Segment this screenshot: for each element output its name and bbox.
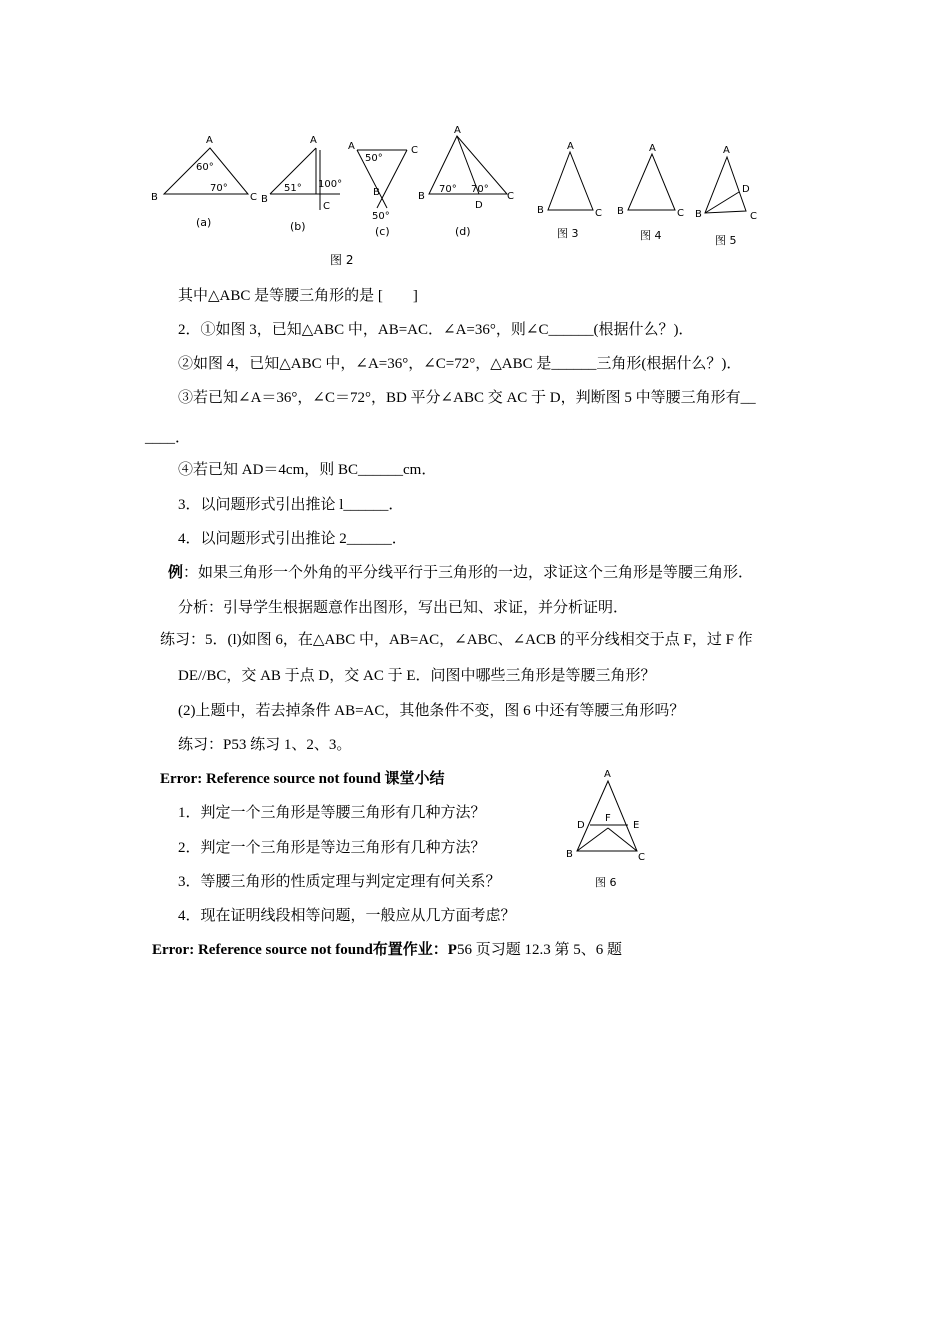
exercise-5-line-1: 练习：5．(l)如图 6，在△ABC 中，AB=AC，∠ABC、∠ACB 的平分线相交于点 F，过 F 作 xyxy=(160,632,753,648)
homework-heading: Error: Reference source not found布置作业：P xyxy=(152,942,457,958)
fig-a-label-b: B xyxy=(151,192,158,203)
fig6-label-f: F xyxy=(605,813,611,824)
fig-d-label-c: C xyxy=(507,191,514,202)
summary-item-2: 2．判定一个三角形是等边三角形有几种方法？ xyxy=(178,840,486,856)
fig-b-label-a: A xyxy=(310,135,317,146)
exercise-p53: 练习：P53 练习 1、2、3。 xyxy=(178,737,352,753)
fig5-label-d: D xyxy=(742,184,750,195)
figure-5-caption: 图 5 xyxy=(715,234,737,247)
homework-assignment: 56 页习题 12.3 第 5、6 题 xyxy=(456,942,622,958)
fig5-label-b: B xyxy=(695,209,702,220)
figure-2-caption: 图 2 xyxy=(330,253,354,267)
figure-3-caption: 图 3 xyxy=(557,227,579,240)
question-2-part-3: ③若已知∠A＝36°，∠C＝72°，BD 平分∠ABC 交 AC 于 D，判断图 5 中等腰三角形有__ xyxy=(178,390,756,406)
fig-d-angle-right: 70° xyxy=(471,184,489,195)
fig6-label-a: A xyxy=(604,769,611,780)
fig6-label-c: C xyxy=(638,852,645,863)
figure-c xyxy=(345,135,420,240)
question-2-part-1: 2．①如图 3，已知△ABC 中，AB=AC．∠A=36°，则∠C______(根据什么？)． xyxy=(178,322,694,338)
figure-c-caption: (c) xyxy=(375,225,390,238)
homework-line xyxy=(152,940,622,960)
question-isosceles-choice: 其中△ABC 是等腰三角形的是 [ ] xyxy=(178,288,418,304)
figure-d-caption: (d) xyxy=(455,225,471,238)
summary-item-3: 3．等腰三角形的性质定理与判定定理有何关系？ xyxy=(178,874,501,890)
question-2-part-3-continuation: ____． xyxy=(145,430,191,446)
fig6-label-e: E xyxy=(633,820,640,831)
fig-b-label-c: C xyxy=(323,201,330,212)
summary-item-4: 4．现在证明线段相等问题，一般应从几方面考虑？ xyxy=(178,908,516,924)
figure-d xyxy=(415,122,520,237)
fig-a-label-c: C xyxy=(250,192,257,203)
fig-c-label-b: B xyxy=(373,187,380,198)
fig5-label-a: A xyxy=(723,145,730,156)
figure-6 xyxy=(562,765,657,895)
fig-c-angle-top: 50° xyxy=(365,153,383,164)
fig-c-label-a: A xyxy=(348,141,355,152)
figure-4 xyxy=(615,142,690,242)
figure-b xyxy=(260,130,350,235)
fig-d-label-d: D xyxy=(475,200,483,211)
fig4-label-a: A xyxy=(649,143,656,154)
fig-d-angle-left: 70° xyxy=(439,184,457,195)
fig-b-angle-right: 100° xyxy=(318,179,343,190)
figure-6-caption: 图 6 xyxy=(595,876,617,889)
exercise-5-line-2: DE//BC，交 AB 于点 D，交 AC 于 E．问图中哪些三角形是等腰三角形？ xyxy=(178,668,656,684)
figure-3 xyxy=(535,140,610,240)
fig-a-angle-right: 70° xyxy=(210,183,228,194)
summary-heading: Error: Reference source not found 课堂小结 xyxy=(160,771,445,787)
fig-b-label-b: B xyxy=(261,194,268,205)
fig-b-angle-left: 51° xyxy=(284,183,302,194)
figure-5 xyxy=(695,142,770,247)
question-4: 4．以问题形式引出推论 2______． xyxy=(178,531,407,547)
fig-c-angle-bottom: 50° xyxy=(372,211,390,222)
fig3-label-c: C xyxy=(595,208,602,219)
fig5-label-c: C xyxy=(750,211,757,222)
figure-d-drawing xyxy=(415,122,520,237)
fig-c-label-c: C xyxy=(411,145,418,156)
example-label: 例 xyxy=(168,565,184,581)
fig6-label-d: D xyxy=(577,820,585,831)
example-text: ：如果三角形一个外角的平分线平行于三角形的一边，求证这个三角形是等腰三角形． xyxy=(183,565,754,581)
question-2-part-4: ④若已知 AD＝4cm，则 BC______cm． xyxy=(178,462,437,478)
question-3: 3．以问题形式引出推论 l______． xyxy=(178,497,404,513)
fig3-label-a: A xyxy=(567,141,574,152)
figure-4-caption: 图 4 xyxy=(640,229,662,242)
fig-a-label-a: A xyxy=(206,135,213,146)
fig4-label-c: C xyxy=(677,208,684,219)
example-paragraph xyxy=(168,563,753,583)
question-2-part-2: ②如图 4，已知△ABC 中，∠A=36°，∠C=72°，△ABC 是______三角形(根据什么？)． xyxy=(178,356,742,372)
fig-d-label-a: A xyxy=(454,125,461,136)
fig6-label-b: B xyxy=(566,849,573,860)
analysis-paragraph: 分析：引导学生根据题意作出图形，写出已知、求证，并分析证明． xyxy=(178,600,629,616)
figure-a-caption: (a) xyxy=(196,216,212,229)
fig3-label-b: B xyxy=(537,205,544,216)
fig-a-angle-top: 60° xyxy=(196,162,214,173)
fig4-label-b: B xyxy=(617,206,624,217)
summary-item-1: 1．判定一个三角形是等腰三角形有几种方法？ xyxy=(178,805,486,821)
figure-b-caption: (b) xyxy=(290,220,306,233)
fig-d-label-b: B xyxy=(418,191,425,202)
figure-a xyxy=(150,130,260,235)
exercise-5-line-3: (2)上题中，若去掉条件 AB=AC，其他条件不变，图 6 中还有等腰三角形吗？ xyxy=(178,703,685,719)
